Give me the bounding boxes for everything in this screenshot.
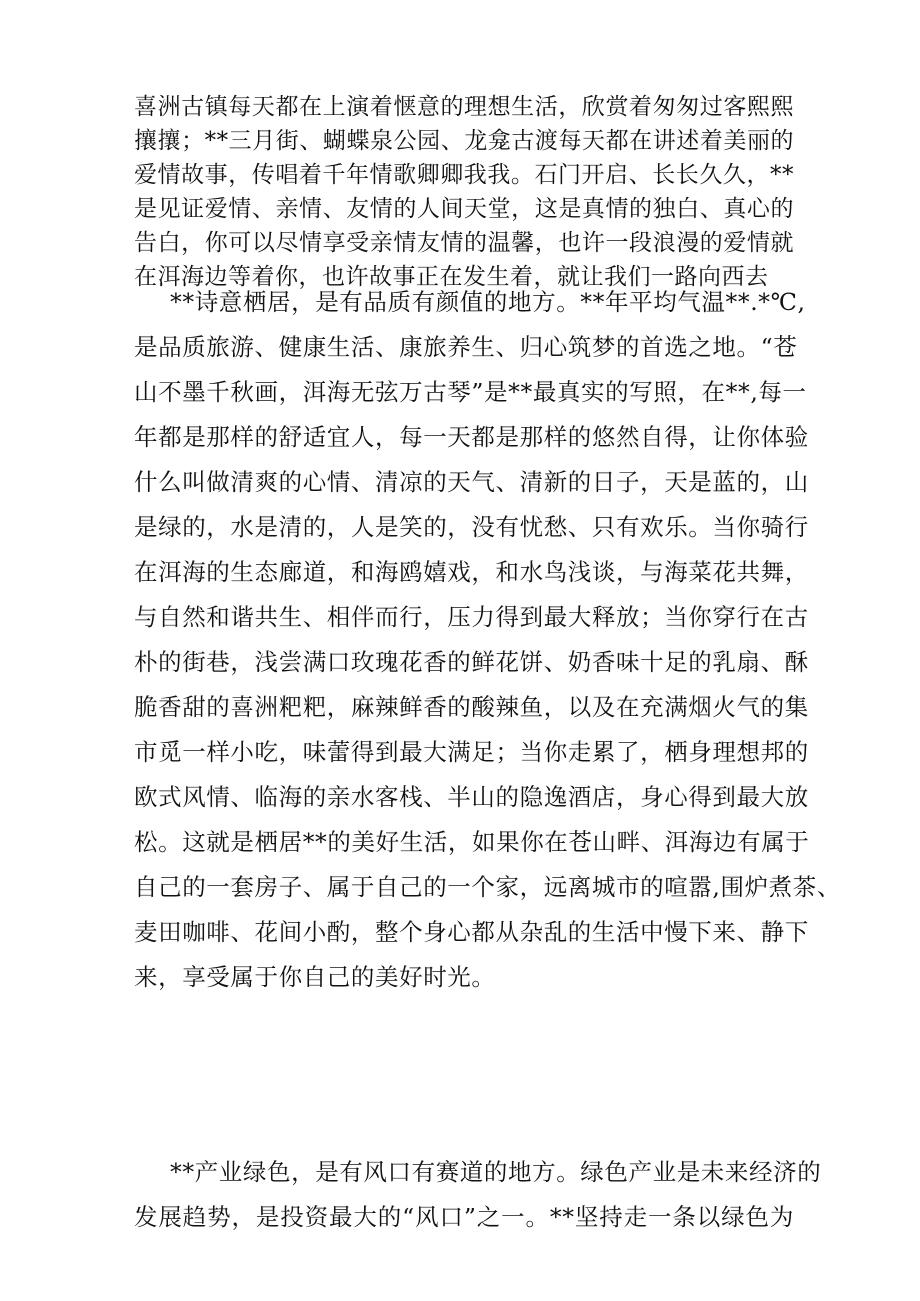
text-line: 年都是那样的舒适宜人，每一天都是那样的悠然自得，让你体验	[134, 423, 809, 451]
text-line: 攘攘；**三月街、蝴蝶泉公园、龙龛古渡每天都在讲述着美丽的	[134, 128, 794, 154]
text-line: 喜洲古镇每天都在上演着惬意的理想生活，欣赏着匆匆过客熙熙	[134, 94, 794, 120]
text-line: 麦田咖啡、花间小酌，整个身心都从杂乱的生活中慢下来、静下	[134, 918, 809, 946]
text-line: 发展趋势，是投资最大的“风口”之一。**坚持走一条以绿色为	[134, 1203, 794, 1231]
text-line: 爱情故事，传唱着千年情歌卿卿我我。石门开启、长长久久，**	[134, 162, 794, 188]
text-line: **诗意栖居，是有品质有颜值的地方。**年平均气温**.*℃,	[170, 288, 806, 316]
text-line: 山不墨千秋画，洱海无弦万古琴”是**最真实的写照，在**,每一	[134, 378, 807, 406]
text-line: 脆香甜的喜洲粑粑，麻辣鲜香的酸辣鱼，以及在充满烟火气的集	[134, 693, 809, 721]
text-line: 在洱海的生态廊道，和海鸥嬉戏，和水鸟浅谈，与海菜花共舞，	[134, 558, 809, 586]
paragraph-3	[134, 1150, 822, 1240]
text-line: 来，享受属于你自己的美好时光。	[134, 963, 496, 991]
text-line: 欧式风情、临海的亲水客栈、半山的隐逸酒店，身心得到最大放	[134, 783, 809, 811]
text-line: **产业绿色，是有风口有赛道的地方。绿色产业是未来经济的	[170, 1158, 822, 1186]
text-line: 与自然和谐共生、相伴而行，压力得到最大释放；当你穿行在古	[134, 603, 809, 631]
text-line: 是见证爱情、亲情、友情的人间天堂，这是真情的独白、真心的	[134, 196, 794, 222]
text-line: 告白，你可以尽情享受亲情友情的温馨，也许一段浪漫的爱情就	[134, 230, 794, 256]
paragraph-2	[134, 280, 841, 1000]
text-line: 什么叫做清爽的心情、清凉的天气、清新的日子，天是蓝的，山	[134, 468, 809, 496]
text-line: 松。这就是栖居**的美好生活，如果你在苍山畔、洱海边有属于	[134, 828, 810, 856]
text-line: 市觅一样小吃，味蕾得到最大满足；当你走累了，栖身理想邦的	[134, 738, 809, 766]
paragraph-1	[134, 90, 794, 294]
text-line: 自己的一套房子、属于自己的一个家，远离城市的喧嚣,围炉煮茶、	[134, 873, 841, 901]
text-line: 朴的街巷，浅尝满口玫瑰花香的鲜花饼、奶香味十足的乳扇、酥	[134, 648, 809, 676]
text-line: 是绿的，水是清的，人是笑的，没有忧愁、只有欢乐。当你骑行	[134, 513, 809, 541]
text-line: 在洱海边等着你，也许故事正在发生着，就让我们一路向西去	[134, 264, 769, 290]
text-line: 是品质旅游、健康生活、康旅养生、归心筑梦的首选之地。“苍	[134, 333, 798, 361]
